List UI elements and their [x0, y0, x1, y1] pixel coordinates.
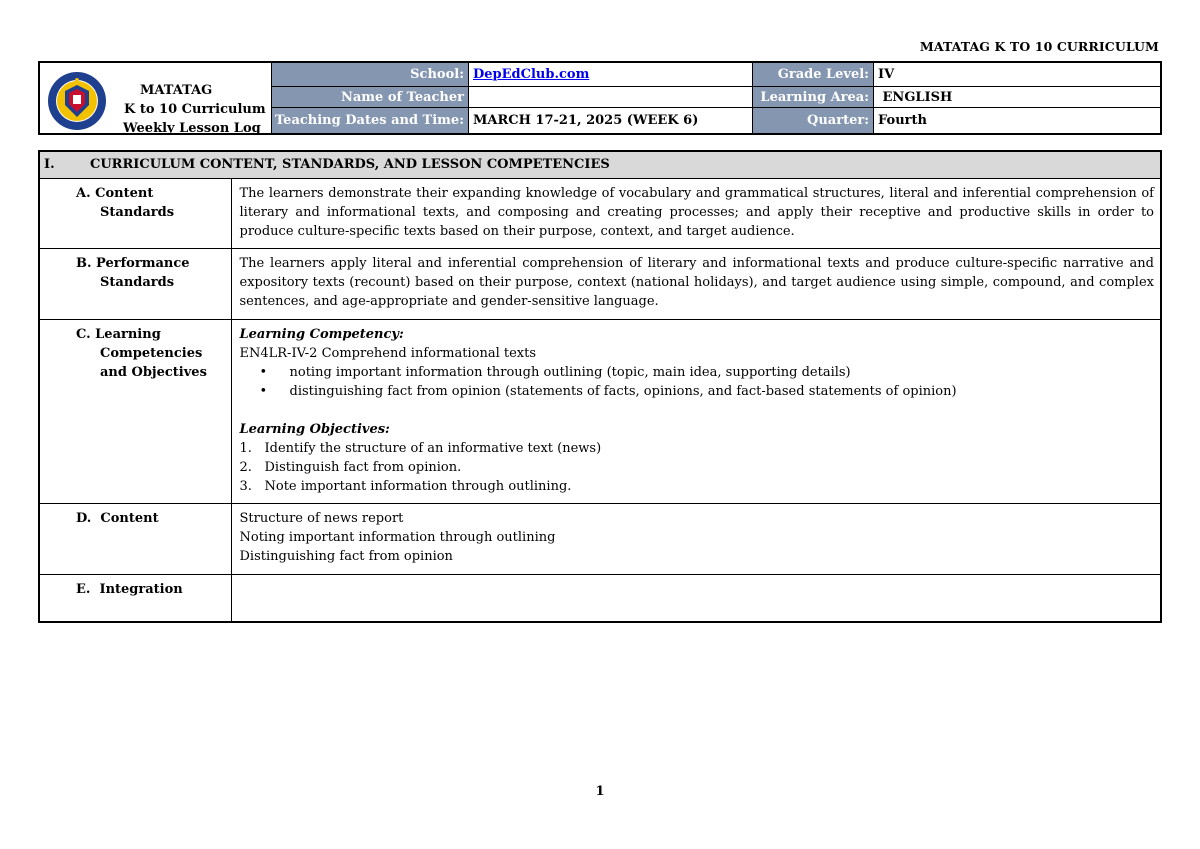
teacher-value	[469, 87, 753, 108]
section-number: I.	[44, 157, 55, 173]
row-label-line: Standards	[100, 274, 175, 290]
grade-level-label: Grade Level:	[753, 63, 874, 87]
content-label	[39, 503, 231, 574]
row-label-line: E. Integration	[76, 582, 183, 598]
content-standards-text: The learners demonstrate their expanding knowledge of vocabulary and grammatical structures, literal and inferential comprehension of literary and informational texts, and composing and creating processes; and apply their receptive and productive skills in order to produce culture-specific texts based on their purpose, context, and target audience.	[231, 178, 1161, 248]
quarter-value: Fourth	[878, 113, 927, 128]
logo-title: MATATAG	[140, 83, 213, 98]
content-row	[39, 503, 1161, 574]
content-lines	[231, 503, 1161, 574]
content-standards-row	[39, 178, 1161, 248]
learning-area-value: ENGLISH	[874, 87, 1160, 108]
section-title-text: CURRICULUM CONTENT, STANDARDS, AND LESSON COMPETENCIES	[90, 157, 610, 173]
teacher-label: Name of Teacher	[272, 87, 469, 108]
curriculum-table	[38, 150, 1162, 623]
logo-subtitle: K to 10 Curriculum	[124, 102, 266, 117]
content-line: Distinguishing fact from opinion	[239, 548, 453, 564]
competencies-row	[39, 320, 1161, 504]
list-item: • noting important information through outlining (topic, main idea, supporting details)	[260, 363, 1155, 382]
row-label-line: and Objectives	[100, 365, 207, 381]
competency-heading: Learning Competency:	[239, 327, 404, 343]
info-grid	[272, 63, 1160, 133]
section-title	[39, 151, 1161, 178]
list-item: 2. Distinguish fact from opinion.	[239, 460, 462, 476]
content-standards-label	[39, 178, 231, 248]
school-label: School:	[272, 63, 469, 87]
page-number: 1	[595, 784, 605, 799]
row-label-line: Competencies	[100, 346, 203, 362]
competency-bullets	[240, 363, 1155, 401]
logo-block	[40, 63, 272, 136]
performance-standards-label	[39, 248, 231, 319]
section-header-row	[39, 151, 1161, 178]
row-label-line: Standards	[100, 204, 175, 220]
content-line: Noting important information through outlining	[239, 529, 556, 545]
teaching-dates-label: Teaching Dates and Time:	[272, 108, 469, 133]
logo-caption: Weekly Lesson Log	[123, 121, 261, 136]
row-label-line: B. Performance	[76, 255, 190, 271]
learning-area-label: Learning Area:	[753, 87, 874, 108]
quarter-label: Quarter:	[753, 108, 874, 133]
row-label-line: D. Content	[76, 510, 159, 526]
list-item: 3. Note important information through outlining.	[239, 479, 572, 495]
deped-seal-icon	[47, 71, 107, 131]
list-item: 1. Identify the structure of an informative text (news)	[239, 441, 602, 457]
integration-row	[39, 575, 1161, 622]
objectives-list	[240, 439, 1155, 496]
school-link[interactable]: DepEdClub.com	[469, 63, 753, 87]
grade-level-value: IV	[874, 63, 1160, 87]
row-label-line: C. Learning	[76, 327, 161, 343]
row-label-line: A. Content	[76, 185, 154, 201]
curriculum-header-label: MATATAG K TO 10 CURRICULUM	[919, 39, 1159, 54]
competencies-content	[231, 320, 1161, 504]
performance-standards-row	[39, 248, 1161, 319]
competency-code: EN4LR-IV-2 Comprehend informational texts	[239, 346, 537, 362]
integration-label	[39, 575, 231, 622]
objectives-heading: Learning Objectives:	[239, 422, 390, 438]
teaching-dates-value: MARCH 17-21, 2025 (WEEK 6)	[469, 108, 753, 133]
competencies-label	[39, 320, 231, 504]
list-item: • distinguishing fact from opinion (statements of facts, opinions, and fact-based statements of opinion)	[260, 382, 1155, 401]
integration-text	[231, 575, 1161, 622]
content-line: Structure of news report	[239, 510, 404, 526]
lesson-log-header	[38, 61, 1162, 135]
performance-standards-text: The learners apply literal and inferential comprehension of literary and informational texts and produce culture-specific narrative and expository texts (recount) based on their purpose, context (national holidays), and target audience using simple, compound, and complex sentences, and age-appropriate and gender-sensitive language.	[231, 248, 1161, 319]
